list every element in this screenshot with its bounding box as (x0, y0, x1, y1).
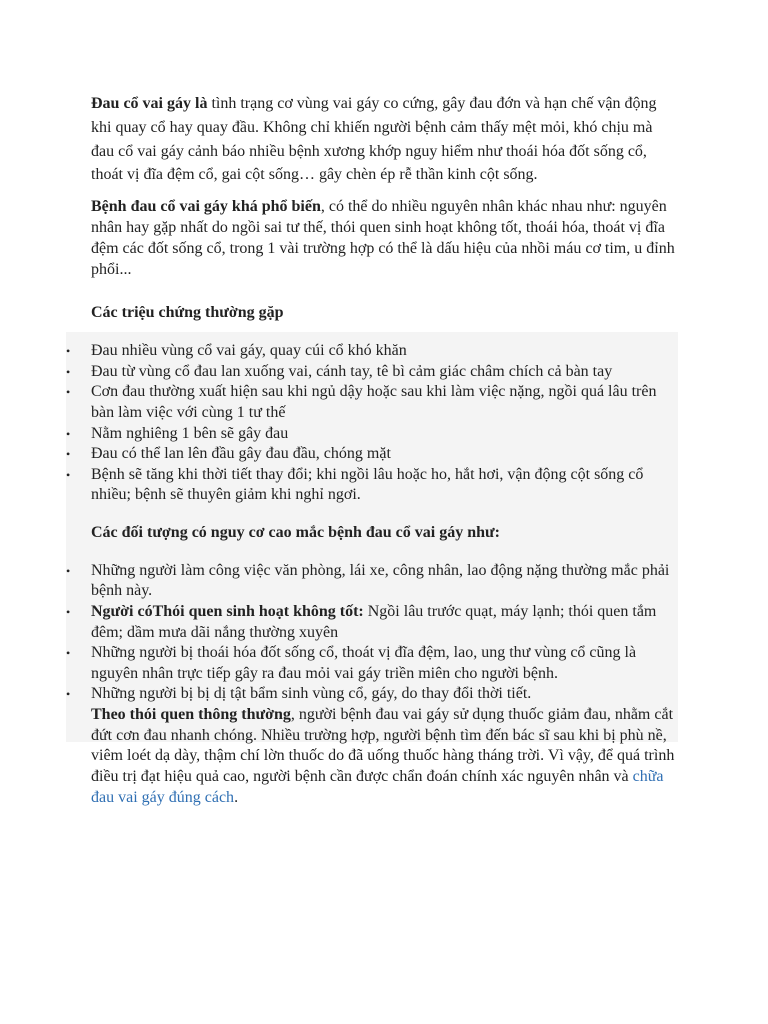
bullet-icon: • (66, 426, 71, 441)
bullet-icon: • (66, 385, 71, 400)
list-item: • Nằm nghiêng 1 bên sẽ gây đau (91, 424, 677, 445)
list-item: • Đau có thể lan lên đầu gây đau đầu, chóng mặt (91, 444, 677, 465)
bullet-icon: • (66, 646, 71, 661)
bullet-icon: • (66, 447, 71, 462)
habit-bold: Theo thói quen thông thường (91, 705, 291, 723)
bullet-icon: • (66, 467, 71, 482)
list-item: • Người cóThói quen sinh hoạt không tốt: Ngồi lâu trước quạt, máy lạnh; thói quen tắm đêm; dầm mưa dãi nắng thường xuyên (66, 602, 657, 641)
bullet-icon: • (66, 344, 71, 359)
list-item: • Cơn đau thường xuất hiện sau khi ngủ dậy hoặc sau khi làm việc nặng, ngồi quá lâu trên bàn làm việc với cùng 1 tư thế (66, 383, 657, 421)
bullet-icon: • (66, 563, 71, 578)
intro-text: tình trạng cơ vùng vai gáy co cứng, gây đau đớn và hạn chế vận động khi quay cổ hay quay đầu. Không chỉ khiến người bệnh cảm thấy mệt mỏi, khó chịu mà đau cổ vai gáy cảnh báo nhiều bệnh xương khớp nguy hiểm như thoái hóa đốt sống cổ, thoát vị đĩa đệm cổ, gai cột sống… gây chèn ép rễ thần kinh cột sống. (91, 95, 657, 184)
list-item: • Bệnh sẽ tăng khi thời tiết thay đổi; khi ngồi lâu hoặc ho, hắt hơi, vận động cột sống cổ nhiều; bệnh sẽ thuyên giảm khi nghỉ ngơi. (66, 465, 644, 504)
symptoms-heading: Các triệu chứng thường gặp (91, 304, 284, 322)
bullet-icon: • (66, 604, 71, 619)
list-item: • Những người bị bị dị tật bẩm sinh vùng cổ, gáy, do thay đổi thời tiết. (91, 684, 677, 705)
intro-paragraph (91, 92, 677, 187)
bullet-icon: • (66, 364, 71, 379)
article-body (66, 92, 677, 809)
common-paragraph (91, 197, 677, 280)
treatment-link[interactable]: chữa đau vai gáy đúng cách (91, 768, 664, 807)
habit-text: , người bệnh đau vai gáy sử dụng thuốc giảm đau, nhằm cắt đứt cơn đau nhanh chóng. Nhiều trường hợp, người bệnh tìm đến bác sĩ sau khi bị phù nề, viêm loét dạ dày, thậm chí lờn thuốc do đã uống thuốc hàng tháng trời. Vì vậy, để quá trình điều trị đạt hiệu quả cao, người bệnh cần được chẩn đoán chính xác nguyên nhân và (91, 705, 675, 786)
common-text: , có thể do nhiều nguyên nhân khác nhau như: nguyên nhân hay gặp nhất do ngồi sai tư thế, thói quen sinh hoạt không tốt, thoái hóa, thoát vị đĩa đệm các đốt sống cổ, trong 1 vài trường hợp có thể là dấu hiệu của nhồi máu cơ tim, u đỉnh phổi... (91, 198, 675, 278)
intro-bold: Đau cổ vai gáy là (91, 95, 208, 112)
risk-heading: Các đối tượng có nguy cơ cao mắc bệnh đau cổ vai gáy như: (91, 523, 500, 541)
list-item: • Đau từ vùng cổ đau lan xuống vai, cánh tay, tê bì cảm giác châm chích cả bàn tay (91, 362, 677, 383)
list-item: • Đau nhiều vùng cổ vai gáy, quay cúi cổ khó khăn (91, 341, 677, 362)
bullet-icon: • (66, 687, 71, 702)
habit-paragraph: Theo thói quen thông thường, người bệnh đau vai gáy sử dụng thuốc giảm đau, nhằm cắt đứt cơn đau nhanh chóng. Nhiều trường hợp, người bệnh tìm đến bác sĩ sau khi bị phù nề, viêm loét dạ dày, thậm chí lờn thuốc do đã uống thuốc hàng tháng trời. Vì vậy, để quá trình điều trị đạt hiệu quả cao, người bệnh cần được chẩn đoán chính xác nguyên nhân và chữa đau vai gáy đúng cách. (91, 705, 675, 807)
common-bold: Bệnh đau cổ vai gáy khá phổ biến (91, 198, 321, 216)
symptoms-list (66, 341, 677, 506)
risk-list (66, 561, 677, 705)
list-item: • Những người bị thoái hóa đốt sống cổ, thoát vị đĩa đệm, lao, ung thư vùng cổ cũng là nguyên nhân trực tiếp gây ra đau mỏi vai gáy triền miên cho người bệnh. (66, 644, 637, 682)
list-item: • Những người làm công việc văn phòng, lái xe, công nhân, lao động nặng thường mắc phải bệnh này. (66, 561, 670, 600)
